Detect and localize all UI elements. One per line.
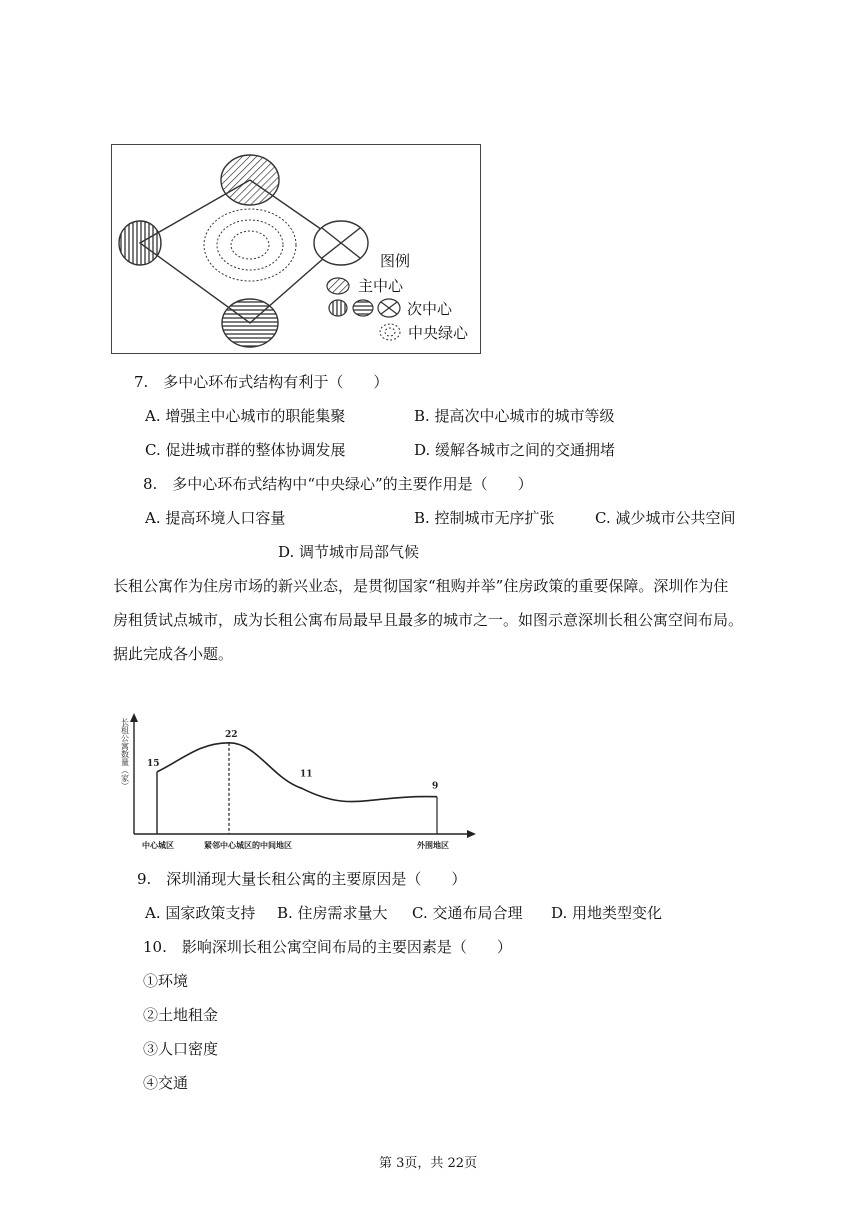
q8-option-b[interactable]: B. 控制城市无序扩张 (414, 509, 555, 527)
q7-option-b[interactable]: B. 提高次中心城市的城市等级 (414, 407, 615, 425)
q7-stem: 7. 多中心环布式结构有利于（ ） (134, 373, 389, 391)
legend-green-heart: 中央绿心 (408, 324, 469, 342)
legend-main-center: 主中心 (358, 277, 404, 295)
data-label-9: 9 (432, 781, 439, 792)
sub-center-horizontal (222, 299, 278, 347)
q9-option-d[interactable]: D. 用地类型变化 (551, 904, 663, 922)
q8-option-d[interactable]: D. 调节城市局部气候 (278, 543, 420, 561)
data-label-22: 22 (225, 729, 238, 740)
chart-svg (112, 712, 484, 854)
q7-option-a[interactable]: A. 增强主中心城市的职能集聚 (145, 407, 346, 425)
q10-item-4: ④交通 (143, 1074, 189, 1092)
q9-option-b[interactable]: B. 住房需求量大 (277, 904, 388, 922)
q10-item-3: ③人口密度 (143, 1040, 219, 1058)
main-center-shape (221, 155, 279, 205)
q9-option-a[interactable]: A. 国家政策支持 (145, 904, 256, 922)
data-label-11: 11 (300, 769, 313, 780)
multicenter-diagram (112, 145, 479, 352)
central-green-heart (204, 209, 296, 281)
q8-option-a[interactable]: A. 提高环境人口容量 (145, 509, 286, 527)
q8-stem: 8. 多中心环布式结构中“中央绿心”的主要作用是（ ） (143, 475, 533, 493)
q10-stem: 10. 影响深圳长租公寓空间布局的主要因素是（ ） (143, 938, 512, 956)
data-label-15: 15 (147, 758, 160, 769)
q7-option-d[interactable]: D. 缓解各城市之间的交通拥堵 (414, 441, 616, 459)
legend-title: 图例 (380, 252, 411, 270)
q9-option-c[interactable]: C. 交通布局合理 (412, 904, 523, 922)
x-label-center: 中心城区 (142, 840, 174, 850)
passage-line-3: 据此完成各小题。 (113, 645, 234, 663)
rental-apartment-chart (112, 712, 484, 854)
series-line (157, 743, 437, 802)
page-footer: 第 3页，共 22页 (379, 1156, 478, 1171)
sub-center-vertical (119, 221, 161, 265)
x-label-outer: 外围地区 (417, 840, 449, 850)
y-axis-label: 长租公寓数量（家） (120, 718, 130, 790)
q10-item-1: ①环境 (143, 972, 189, 990)
q7-option-c[interactable]: C. 促进城市群的整体协调发展 (145, 441, 346, 459)
q9-stem: 9. 深圳涌现大量长租公寓的主要原因是（ ） (137, 870, 467, 888)
q8-option-c[interactable]: C. 减少城市公共空间 (595, 509, 736, 527)
passage-line-2: 房租赁试点城市，成为长租公寓布局最早且最多的城市之一。如图示意深圳长租公寓空间布局。 (113, 611, 744, 629)
passage-line-1: 长租公寓作为住房市场的新兴业态，是贯彻国家“租购并举”住房政策的重要保障。深圳作为住 (113, 577, 729, 595)
figure-multicenter-ring (111, 144, 481, 354)
q10-item-2: ②土地租金 (143, 1006, 219, 1024)
legend-sub-center: 次中心 (407, 300, 453, 318)
x-label-middle: 紧邻中心城区的中间地区 (204, 840, 292, 850)
